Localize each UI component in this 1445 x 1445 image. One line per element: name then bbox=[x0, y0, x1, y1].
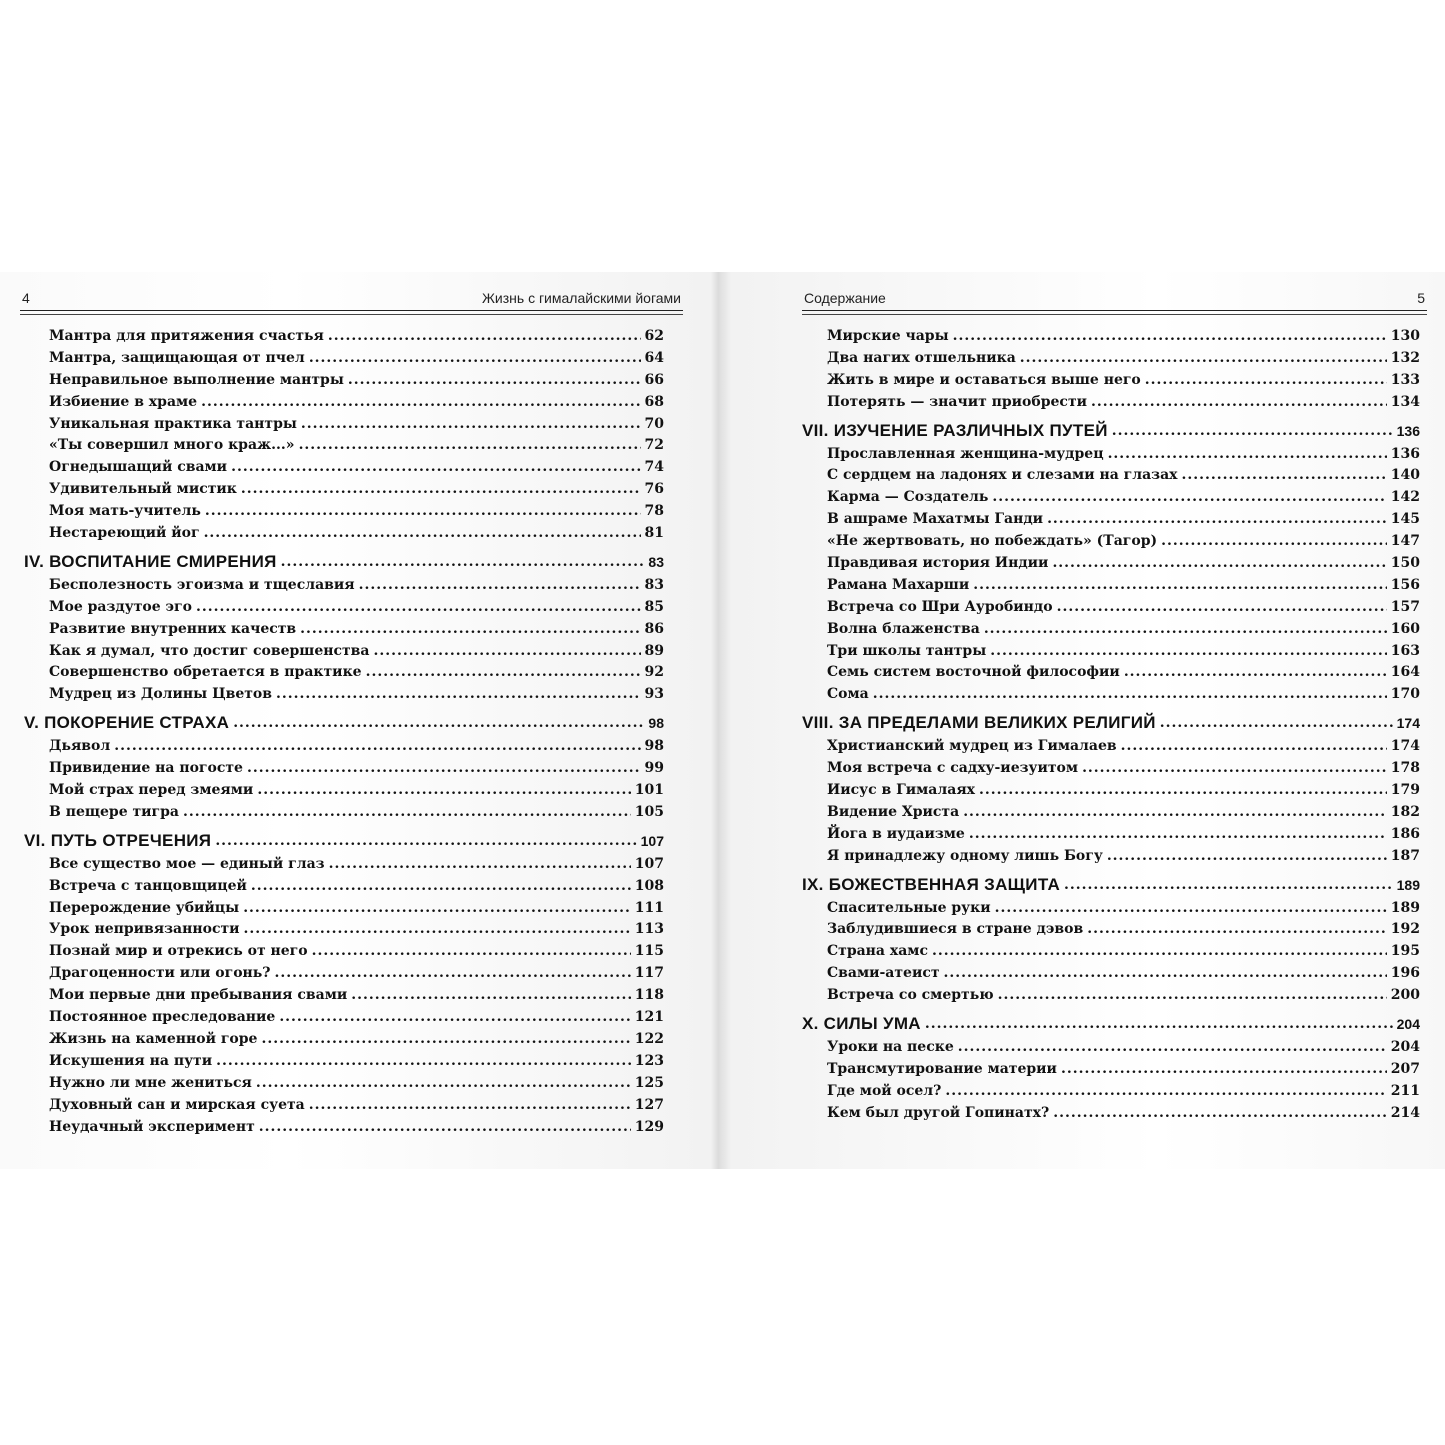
toc-leader-dots bbox=[998, 987, 1387, 1003]
toc-entry-page: 108 bbox=[634, 877, 664, 894]
toc-entry-title: Как я думал, что достиг совершенства bbox=[49, 642, 370, 659]
toc-entry-page: 85 bbox=[644, 598, 664, 615]
left-page-number: 4 bbox=[22, 290, 30, 306]
toc-entry-page: 204 bbox=[1390, 1039, 1420, 1056]
toc-entry-page: 192 bbox=[1390, 921, 1420, 938]
toc-entry-title: Неправильное выполнение мантры bbox=[49, 371, 344, 388]
toc-leader-dots bbox=[1182, 467, 1387, 483]
toc-entry-title: Кем был другой Гопинатх? bbox=[827, 1104, 1050, 1121]
toc-entry-title: IX. БОЖЕСТВЕННАЯ ЗАЩИТА bbox=[802, 874, 1061, 894]
toc-entry bbox=[802, 943, 1420, 965]
toc-entry bbox=[24, 643, 664, 665]
toc-entry bbox=[24, 686, 664, 708]
right-toc-list bbox=[802, 328, 1420, 1127]
toc-entry-title: Драгоценности или огонь? bbox=[49, 965, 271, 982]
toc-leader-dots bbox=[309, 350, 641, 366]
toc-entry-page: 133 bbox=[1390, 371, 1420, 388]
toc-entry bbox=[802, 1083, 1420, 1105]
toc-entry-page: 136 bbox=[1396, 422, 1420, 439]
toc-leader-dots bbox=[1064, 877, 1393, 893]
toc-leader-dots bbox=[944, 965, 1387, 981]
toc-leader-dots bbox=[114, 738, 640, 754]
toc-entry-title: Моя встреча с садху-иезуитом bbox=[827, 760, 1079, 777]
toc-entry-title: Заблудившиеся в стране дэвов bbox=[827, 921, 1084, 938]
toc-entry bbox=[802, 738, 1420, 760]
toc-entry-page: 142 bbox=[1390, 489, 1420, 506]
toc-entry-title: Сома bbox=[827, 686, 869, 703]
toc-leader-dots bbox=[1047, 511, 1387, 527]
toc-entry-page: 164 bbox=[1390, 664, 1420, 681]
toc-entry-title: Постоянное преследование bbox=[49, 1009, 276, 1026]
toc-entry-title: Волна блаженства bbox=[827, 620, 980, 637]
toc-entry-page: 189 bbox=[1390, 899, 1420, 916]
toc-leader-dots bbox=[1052, 555, 1386, 571]
toc-entry bbox=[24, 1031, 664, 1053]
toc-entry bbox=[24, 1053, 664, 1075]
toc-entry bbox=[802, 328, 1420, 350]
toc-leader-dots bbox=[1160, 715, 1393, 731]
toc-entry bbox=[24, 459, 664, 481]
toc-entry-title: VIII. ЗА ПРЕДЕЛАМИ ВЕЛИКИХ РЕЛИГИЙ bbox=[802, 713, 1156, 733]
toc-entry bbox=[802, 826, 1420, 848]
toc-entry-page: 156 bbox=[1390, 576, 1420, 593]
toc-leader-dots bbox=[201, 394, 640, 410]
toc-entry-title: Моя мать-учитель bbox=[49, 503, 201, 520]
toc-entry-page: 170 bbox=[1390, 686, 1420, 703]
toc-leader-dots bbox=[995, 900, 1387, 916]
toc-entry-title: Все существо мое — единый глаз bbox=[49, 855, 325, 872]
toc-leader-dots bbox=[958, 1039, 1387, 1055]
toc-entry-title: Три школы тантры bbox=[827, 642, 987, 659]
toc-entry-title: Иисус в Гималаях bbox=[827, 782, 976, 799]
toc-entry-page: 134 bbox=[1390, 393, 1420, 410]
toc-entry-page: 89 bbox=[644, 642, 664, 659]
toc-entry-page: 105 bbox=[634, 803, 664, 820]
toc-entry-page: 187 bbox=[1390, 847, 1420, 864]
toc-entry-page: 101 bbox=[634, 782, 664, 799]
toc-entry-title: Мантра, защищающая от пчел bbox=[49, 349, 305, 366]
left-running-title: Жизнь с гималайскими йогами bbox=[481, 290, 681, 306]
toc-leader-dots bbox=[281, 554, 645, 570]
toc-entry bbox=[24, 350, 664, 372]
toc-entry-title: Встреча с танцовщицей bbox=[49, 877, 247, 894]
toc-leader-dots bbox=[1112, 423, 1393, 439]
toc-entry-title: Уникальная практика тантры bbox=[49, 415, 297, 432]
toc-entry bbox=[802, 350, 1420, 372]
toc-entry bbox=[802, 372, 1420, 394]
toc-entry-title: Нестареющий йог bbox=[49, 525, 200, 542]
toc-entry-title: «Не жертвовать, но побеждать» (Тагор) bbox=[827, 533, 1158, 550]
toc-leader-dots bbox=[247, 760, 641, 776]
toc-entry-page: 127 bbox=[634, 1096, 664, 1113]
toc-entry-title: Потерять — значит приобрести bbox=[827, 393, 1088, 410]
toc-entry-page: 123 bbox=[634, 1052, 664, 1069]
toc-leader-dots bbox=[279, 1009, 630, 1025]
toc-entry-page: 174 bbox=[1396, 715, 1420, 732]
toc-entry-title: Избиение в храме bbox=[49, 393, 198, 410]
toc-entry-title: Духовный сан и мирская суета bbox=[49, 1096, 305, 1113]
toc-leader-dots bbox=[261, 1031, 630, 1047]
toc-entry bbox=[802, 555, 1420, 577]
toc-entry-title: Встреча со смертью bbox=[827, 987, 994, 1004]
toc-entry-page: 118 bbox=[634, 987, 664, 1004]
toc-entry-page: 132 bbox=[1390, 349, 1420, 366]
toc-entry bbox=[802, 533, 1420, 555]
toc-leader-dots bbox=[329, 856, 631, 872]
toc-leader-dots bbox=[328, 328, 641, 344]
toc-entry-page: 74 bbox=[644, 459, 664, 476]
toc-entry bbox=[24, 804, 664, 826]
toc-entry-title: Рамана Махарши bbox=[827, 576, 970, 593]
toc-entry-page: 214 bbox=[1390, 1104, 1420, 1121]
toc-entry bbox=[24, 900, 664, 922]
toc-entry-page: 115 bbox=[634, 943, 664, 960]
toc-entry bbox=[24, 416, 664, 438]
toc-entry-title: Развитие внутренних качеств bbox=[49, 620, 297, 637]
toc-entry bbox=[802, 1061, 1420, 1083]
toc-entry-title: Страна хамс bbox=[827, 943, 928, 960]
toc-entry bbox=[802, 848, 1420, 870]
toc-entry-page: 121 bbox=[634, 1009, 664, 1026]
toc-entry bbox=[24, 738, 664, 760]
toc-leader-dots bbox=[973, 577, 1387, 593]
toc-leader-dots bbox=[945, 1083, 1386, 1099]
toc-entry-page: 147 bbox=[1390, 533, 1420, 550]
right-page bbox=[722, 272, 1445, 1169]
toc-entry-page: 68 bbox=[644, 393, 664, 410]
toc-leader-dots bbox=[1121, 738, 1387, 754]
toc-entry-title: Правдивая история Индии bbox=[827, 555, 1049, 572]
toc-entry-page: 70 bbox=[644, 415, 664, 432]
toc-entry-title: Огнедышащий свами bbox=[49, 459, 228, 476]
toc-entry bbox=[802, 621, 1420, 643]
toc-entry-title: VI. ПУТЬ ОТРЕЧЕНИЯ bbox=[24, 830, 212, 850]
toc-leader-dots bbox=[984, 621, 1387, 637]
toc-entry bbox=[24, 965, 664, 987]
toc-entry-title: Свами-атеист bbox=[827, 965, 940, 982]
toc-leader-dots bbox=[1107, 848, 1387, 864]
toc-entry-page: 113 bbox=[634, 921, 664, 938]
toc-leader-dots bbox=[969, 826, 1387, 842]
toc-entry-title: Совершенство обретается в практике bbox=[49, 664, 362, 681]
right-running-title: Содержание bbox=[804, 290, 886, 306]
toc-entry bbox=[802, 599, 1420, 621]
toc-entry-page: 207 bbox=[1390, 1060, 1420, 1077]
left-page bbox=[0, 272, 720, 1169]
toc-leader-dots bbox=[196, 599, 641, 615]
toc-entry bbox=[24, 1009, 664, 1031]
toc-entry-title: Я принадлежу одному лишь Богу bbox=[827, 847, 1103, 864]
toc-entry-page: 145 bbox=[1390, 511, 1420, 528]
toc-entry bbox=[24, 481, 664, 503]
toc-entry bbox=[802, 577, 1420, 599]
toc-entry bbox=[802, 664, 1420, 686]
toc-entry bbox=[802, 467, 1420, 489]
toc-leader-dots bbox=[251, 878, 631, 894]
toc-chapter-heading bbox=[802, 1009, 1420, 1039]
toc-entry bbox=[24, 760, 664, 782]
toc-entry-page: 92 bbox=[644, 664, 664, 681]
toc-entry-title: Мои первые дни пребывания свами bbox=[49, 987, 348, 1004]
toc-chapter-heading bbox=[24, 708, 664, 738]
toc-leader-dots bbox=[204, 525, 641, 541]
toc-leader-dots bbox=[1082, 760, 1387, 776]
toc-entry-page: 179 bbox=[1390, 782, 1420, 799]
toc-entry bbox=[802, 394, 1420, 416]
toc-entry-title: VII. ИЗУЧЕНИЕ РАЗЛИЧНЫХ ПУТЕЙ bbox=[802, 420, 1108, 440]
toc-leader-dots bbox=[257, 782, 630, 798]
toc-leader-dots bbox=[309, 1097, 631, 1113]
toc-entry-title: Перерождение убийцы bbox=[49, 899, 240, 916]
toc-entry-title: Жить в мире и оставаться выше него bbox=[827, 371, 1141, 388]
toc-leader-dots bbox=[259, 1119, 631, 1135]
toc-entry bbox=[24, 599, 664, 621]
toc-leader-dots bbox=[925, 1016, 1393, 1032]
toc-entry bbox=[802, 965, 1420, 987]
toc-entry-page: 130 bbox=[1390, 328, 1420, 344]
toc-leader-dots bbox=[215, 833, 636, 849]
toc-entry-title: С сердцем на ладонях и слезами на глазах bbox=[827, 467, 1178, 484]
toc-entry-title: Мудрец из Долины Цветов bbox=[49, 686, 272, 703]
toc-entry-title: Мое раздутое эго bbox=[49, 598, 192, 615]
toc-leader-dots bbox=[348, 372, 641, 388]
toc-entry-title: Карма — Создатель bbox=[827, 489, 989, 506]
toc-entry-title: Неудачный эксперимент bbox=[49, 1118, 255, 1135]
toc-entry-page: 64 bbox=[644, 349, 664, 366]
toc-leader-dots bbox=[1020, 350, 1387, 366]
toc-entry-page: 182 bbox=[1390, 803, 1420, 820]
toc-entry-title: В пещере тигра bbox=[49, 803, 179, 820]
toc-entry-title: Два нагих отшельника bbox=[827, 349, 1016, 366]
toc-leader-dots bbox=[979, 782, 1387, 798]
toc-entry bbox=[24, 621, 664, 643]
toc-entry bbox=[24, 782, 664, 804]
toc-entry bbox=[24, 921, 664, 943]
toc-entry-page: 122 bbox=[634, 1030, 664, 1047]
toc-entry-page: 98 bbox=[644, 738, 664, 755]
toc-leader-dots bbox=[1061, 1061, 1387, 1077]
toc-entry-page: 189 bbox=[1396, 876, 1420, 893]
toc-entry-title: Йога в иудаизме bbox=[827, 825, 965, 842]
toc-entry-page: 99 bbox=[644, 760, 664, 777]
toc-entry-title: Прославленная женщина-мудрец bbox=[827, 445, 1104, 462]
toc-leader-dots bbox=[1053, 1105, 1387, 1121]
toc-leader-dots bbox=[243, 900, 631, 916]
toc-leader-dots bbox=[256, 1075, 631, 1091]
toc-entry-title: Мирские чары bbox=[827, 328, 949, 344]
toc-entry bbox=[24, 878, 664, 900]
toc-leader-dots bbox=[231, 459, 640, 475]
toc-entry-title: Нужно ли мне жениться bbox=[49, 1074, 252, 1091]
toc-chapter-heading bbox=[24, 826, 664, 856]
toc-entry-page: 93 bbox=[644, 686, 664, 703]
toc-entry-title: Уроки на песке bbox=[827, 1039, 954, 1056]
toc-entry bbox=[802, 643, 1420, 665]
toc-leader-dots bbox=[873, 686, 1387, 702]
toc-entry-title: V. ПОКОРЕНИЕ СТРАХА bbox=[24, 713, 230, 733]
toc-entry bbox=[24, 437, 664, 459]
toc-entry-page: 66 bbox=[644, 371, 664, 388]
toc-leader-dots bbox=[274, 965, 630, 981]
toc-entry-title: Где мой осел? bbox=[827, 1082, 942, 1099]
toc-entry-page: 125 bbox=[634, 1074, 664, 1091]
toc-entry-title: В ашраме Махатмы Ганди bbox=[827, 511, 1044, 528]
toc-entry-page: 186 bbox=[1390, 825, 1420, 842]
toc-entry-title: Искушения на пути bbox=[49, 1052, 213, 1069]
toc-entry-title: Спасительные руки bbox=[827, 899, 991, 916]
toc-leader-dots bbox=[183, 804, 631, 820]
toc-leader-dots bbox=[1108, 446, 1387, 462]
toc-entry-page: 160 bbox=[1390, 620, 1420, 637]
toc-entry-page: 204 bbox=[1396, 1016, 1420, 1033]
toc-leader-dots bbox=[276, 686, 641, 702]
toc-entry bbox=[802, 1039, 1420, 1061]
toc-entry-title: Познай мир и отрекись от него bbox=[49, 943, 308, 960]
toc-entry-title: Бесполезность эгоизма и тщеславия bbox=[49, 576, 355, 593]
toc-leader-dots bbox=[1087, 921, 1387, 937]
right-page-number: 5 bbox=[1417, 290, 1425, 306]
toc-entry-title: Мой страх перед змеями bbox=[49, 782, 254, 799]
toc-entry-title: Урок непривязанности bbox=[49, 921, 240, 938]
toc-leader-dots bbox=[992, 489, 1386, 505]
toc-entry bbox=[802, 921, 1420, 943]
toc-entry bbox=[24, 987, 664, 1009]
toc-entry bbox=[802, 782, 1420, 804]
toc-entry-page: 178 bbox=[1390, 760, 1420, 777]
toc-entry-page: 163 bbox=[1390, 642, 1420, 659]
toc-entry-title: Привидение на погосте bbox=[49, 760, 243, 777]
toc-leader-dots bbox=[216, 1053, 631, 1069]
toc-leader-dots bbox=[205, 503, 641, 519]
toc-entry bbox=[802, 446, 1420, 468]
toc-leader-dots bbox=[300, 621, 640, 637]
toc-leader-dots bbox=[301, 416, 641, 432]
toc-leader-dots bbox=[312, 943, 631, 959]
toc-entry-title: Христианский мудрец из Гималаев bbox=[827, 738, 1117, 755]
toc-chapter-heading bbox=[24, 547, 664, 577]
toc-leader-dots bbox=[963, 804, 1387, 820]
toc-entry-title: «Ты совершил много краж...» bbox=[49, 437, 295, 454]
toc-chapter-heading bbox=[802, 870, 1420, 900]
left-toc-list bbox=[24, 328, 664, 1140]
toc-chapter-heading bbox=[802, 708, 1420, 738]
toc-entry-page: 111 bbox=[634, 899, 664, 916]
toc-entry bbox=[802, 686, 1420, 708]
book-spread bbox=[0, 272, 1445, 1169]
toc-entry bbox=[24, 664, 664, 686]
toc-leader-dots bbox=[1145, 372, 1387, 388]
toc-entry-page: 174 bbox=[1390, 738, 1420, 755]
toc-leader-dots bbox=[299, 437, 641, 453]
toc-leader-dots bbox=[1161, 533, 1387, 549]
toc-entry bbox=[24, 1119, 664, 1141]
toc-entry-title: Трансмутирование материи bbox=[827, 1060, 1057, 1077]
toc-chapter-heading bbox=[802, 416, 1420, 446]
toc-entry bbox=[24, 943, 664, 965]
toc-entry-page: 157 bbox=[1390, 598, 1420, 615]
toc-leader-dots bbox=[932, 943, 1387, 959]
toc-entry bbox=[802, 760, 1420, 782]
toc-entry bbox=[24, 1075, 664, 1097]
toc-entry bbox=[24, 372, 664, 394]
toc-entry-page: 211 bbox=[1390, 1082, 1420, 1099]
toc-entry-page: 195 bbox=[1390, 943, 1420, 960]
toc-entry-page: 76 bbox=[644, 481, 664, 498]
toc-leader-dots bbox=[990, 643, 1387, 659]
toc-entry bbox=[24, 328, 664, 350]
toc-entry-page: 117 bbox=[634, 965, 664, 982]
toc-entry bbox=[802, 489, 1420, 511]
toc-entry bbox=[802, 987, 1420, 1009]
toc-entry-page: 136 bbox=[1390, 445, 1420, 462]
toc-entry-page: 196 bbox=[1390, 965, 1420, 982]
toc-entry-page: 200 bbox=[1390, 987, 1420, 1004]
toc-leader-dots bbox=[241, 481, 641, 497]
toc-leader-dots bbox=[1091, 394, 1387, 410]
toc-leader-dots bbox=[351, 987, 631, 1003]
toc-entry-title: Дьявол bbox=[49, 738, 111, 755]
right-page-header bbox=[802, 288, 1427, 311]
toc-entry-page: 140 bbox=[1390, 467, 1420, 484]
toc-entry-page: 107 bbox=[634, 855, 664, 872]
toc-entry-page: 129 bbox=[634, 1118, 664, 1135]
toc-entry-page: 81 bbox=[644, 525, 664, 542]
left-page-header bbox=[20, 288, 683, 311]
toc-entry-page: 86 bbox=[644, 620, 664, 637]
toc-entry bbox=[24, 503, 664, 525]
toc-entry-page: 107 bbox=[640, 832, 664, 849]
toc-entry-title: IV. ВОСПИТАНИЕ СМИРЕНИЯ bbox=[24, 551, 277, 571]
toc-leader-dots bbox=[359, 577, 641, 593]
toc-entry-page: 83 bbox=[644, 576, 664, 593]
toc-entry bbox=[24, 394, 664, 416]
toc-leader-dots bbox=[953, 328, 1387, 344]
toc-entry-title: Семь систем восточной философии bbox=[827, 664, 1120, 681]
toc-entry-title: Удивительный мистик bbox=[49, 481, 237, 498]
toc-entry-title: Мантра для притяжения счастья bbox=[49, 328, 324, 344]
toc-entry bbox=[24, 856, 664, 878]
toc-entry-page: 72 bbox=[644, 437, 664, 454]
toc-entry bbox=[802, 511, 1420, 533]
toc-entry-page: 150 bbox=[1390, 555, 1420, 572]
toc-entry-title: X. СИЛЫ УМА bbox=[802, 1014, 921, 1034]
toc-entry-title: Видение Христа bbox=[827, 803, 960, 820]
toc-entry bbox=[802, 804, 1420, 826]
toc-leader-dots bbox=[1057, 599, 1387, 615]
toc-entry bbox=[24, 525, 664, 547]
toc-entry bbox=[24, 577, 664, 599]
toc-entry bbox=[24, 1097, 664, 1119]
toc-entry-page: 78 bbox=[644, 503, 664, 520]
toc-leader-dots bbox=[373, 643, 640, 659]
toc-entry-title: Жизнь на каменной горе bbox=[49, 1030, 258, 1047]
toc-entry bbox=[802, 1105, 1420, 1127]
toc-entry-page: 62 bbox=[644, 328, 664, 344]
toc-entry-page: 98 bbox=[648, 715, 664, 732]
toc-entry-title: Встреча со Шри Ауробиндо bbox=[827, 598, 1053, 615]
toc-leader-dots bbox=[366, 664, 641, 680]
toc-leader-dots bbox=[244, 921, 631, 937]
toc-leader-dots bbox=[1124, 664, 1387, 680]
toc-entry bbox=[802, 900, 1420, 922]
toc-leader-dots bbox=[233, 715, 644, 731]
toc-entry-page: 83 bbox=[648, 553, 664, 570]
